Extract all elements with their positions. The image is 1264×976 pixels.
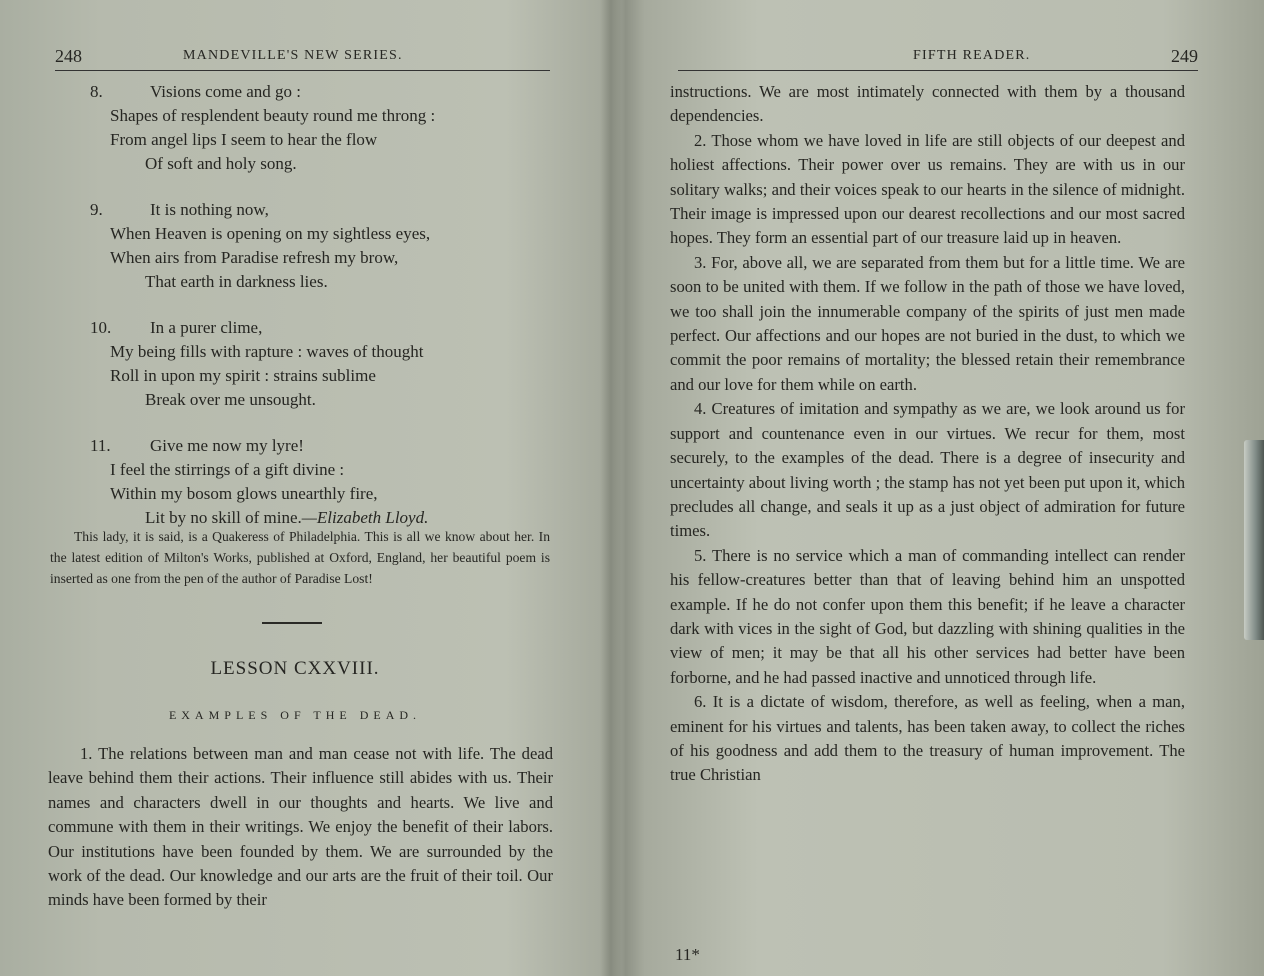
lesson-text-left: [48, 742, 553, 913]
lesson-text-right: [670, 80, 1185, 788]
poem-line: My being fills with rapture : waves of thought: [110, 342, 424, 361]
section-divider: [262, 622, 322, 624]
poem-line: Break over me unsought.: [145, 390, 316, 409]
poem-stanza-11: [90, 434, 560, 530]
poem-line: Lit by no skill of mine.—Elizabeth Lloyd.: [145, 508, 429, 527]
right-page: [615, 0, 1215, 976]
stanza-number: 11.: [90, 436, 111, 455]
poem-line: 11. Give me now my lyre!: [90, 434, 560, 458]
poem-line: Of soft and holy song.: [145, 154, 297, 173]
paragraph-6: 6. It is a dictate of wisdom, therefore, as well as feeling, when a man, eminent for his virtues and talents, has been taken away, to collect the riches of his goodness and add them to the treasury of human improvement. The true Christian: [670, 692, 1185, 785]
poem-line: I feel the stirrings of a gift divine :: [110, 460, 345, 479]
poem-line: Within my bosom glows unearthly fire,: [110, 484, 378, 503]
running-title-left: MANDEVILLE'S NEW SERIES.: [183, 48, 403, 63]
stanza-number: 8.: [90, 82, 103, 101]
paragraph-5: 5. There is no service which a man of commanding intellect can render his fellow-creatures better than that of leaving behind him an unspotted example. If he do not confer upon them this benefit; if he leave a character dark with vices in the sight of God, but dazzling with shining qualities in the view of men; it may be that all his other services had better have been forborne, and he had passed inactive and unnoticed through life.: [670, 545, 1185, 687]
page-number-right: 249: [1171, 46, 1198, 66]
poem-attribution: —Elizabeth Lloyd.: [301, 508, 429, 527]
stanza-number: 9.: [90, 200, 103, 219]
running-head-right: [678, 44, 1198, 71]
poem-line: 9. It is nothing now,: [90, 198, 560, 222]
poem-line: 10. In a purer clime,: [90, 316, 560, 340]
paragraph-3: 3. For, above all, we are separated from them but for a little time. We are soon to be united with them. If we follow in the path of those we have loved, we too shall join the innumerable company of the spirits of just men made perfect. Our affections and our hopes are not buried in the dust, to which we commit the poor remains of mortality; the blessed retain their remembrance and our love for them while on earth.: [670, 252, 1185, 394]
page-edge-tab: [1244, 440, 1264, 640]
running-title-right: FIFTH READER.: [913, 48, 1031, 63]
poem: [90, 80, 560, 552]
poem-line: When airs from Paradise refresh my brow,: [110, 248, 399, 267]
running-head-left: [55, 44, 550, 71]
paragraph-1: 1. The relations between man and man cease not with life. The dead leave behind them their actions. Their influence still abides with us. Their names and characters dwell in our thoughts and hearts. We live and commune with them in their writings. We enjoy the benefit of their labors. Our institutions have been founded by them. We are surrounded by the work of the dead. Our knowledge and our arts are the fruit of their toil. Our minds have been formed by their: [48, 744, 553, 910]
page-number-left: 248: [55, 46, 82, 66]
poem-line: When Heaven is opening on my sightless eyes,: [110, 224, 431, 243]
paragraph-2: 2. Those whom we have loved in life are still objects of our deepest and holiest affections. Their power over us remains. They are with us in our solitary walks; and their voices speak to our hearts in the silence of midnight. Their image is impressed upon our dearest recollections and our most sacred hopes. They form an essential part of our treasure laid up in heaven.: [670, 130, 1185, 248]
poem-line: That earth in darkness lies.: [145, 272, 328, 291]
poem-line: Shapes of resplendent beauty round me throng :: [110, 106, 436, 125]
stanza-number: 10.: [90, 318, 112, 337]
signature-mark: 11*: [675, 945, 700, 964]
paragraph-4: 4. Creatures of imitation and sympathy as we are, we look around us for support and countenance even in our virtues. We recur for them, most securely, to the examples of the dead. There is a degree of insecurity and uncertainty about living worth ; the stamp has not yet been put upon it, which precludes all change, and seals it up as a just object of admiration for future times.: [670, 399, 1185, 541]
poem-stanza-9: [90, 198, 560, 294]
paragraph-continuation: instructions. We are most intimately connected with them by a thousand dependencies.: [670, 82, 1185, 126]
footnote: This lady, it is said, is a Quakeress of Philadelphia. This is all we know about her. In the latest edition of Milton's Works, published at Oxford, England, her beautiful poem is inserted as one from the pen of the author of Paradise Lost!: [50, 528, 550, 586]
lesson-subtitle: EXAMPLES OF THE DEAD.: [168, 708, 422, 722]
lesson-title: LESSON CXXVIII.: [210, 658, 380, 679]
left-page: [0, 0, 610, 976]
poem-line: From angel lips I seem to hear the flow: [110, 130, 378, 149]
poem-line: Roll in upon my spirit : strains sublime: [110, 366, 376, 385]
poem-stanza-8: [90, 80, 560, 176]
poem-stanza-10: [90, 316, 560, 412]
poem-line: 8. Visions come and go :: [90, 80, 560, 104]
